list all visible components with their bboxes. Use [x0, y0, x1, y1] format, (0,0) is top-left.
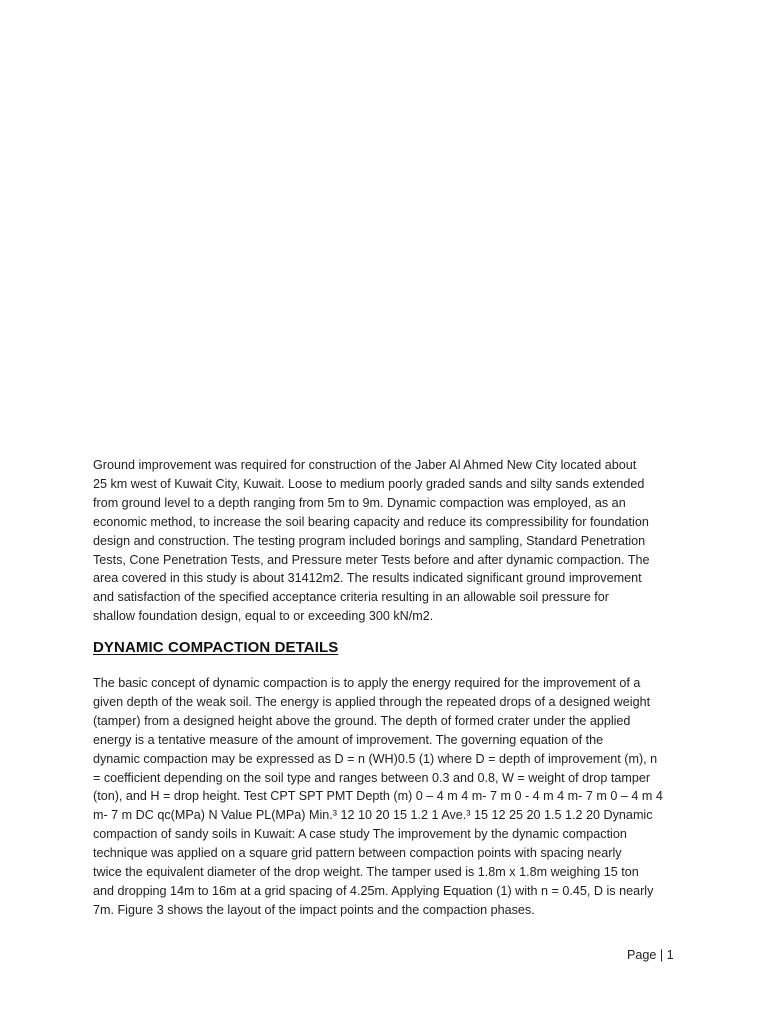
body-paragraph: The basic concept of dynamic compaction is to apply the energy required for the improvement of a given depth of the weak soil. The energy is applied through the repeated drops of a designed weight (tamper) from a designed height above the ground. The depth of formed crater under the applied energy is a tentative measure of the amount of improvement. The governing equation of the dynamic compaction may be expressed as D = n (WH)0.5 (1) where D = depth of improvement (m), n = coefficient depending on the soil type and ranges between 0.3 and 0.8, W = weight of drop tamper (ton), and H = drop height. Test CPT SPT PMT Depth (m) 0 – 4 m 4 m- 7 m 0 - 4 m 4 m- 7 m 0 – 4 m 4 m- 7 m DC qc(MPa) N Value PL(MPa) Min.³ 12 10 20 15 1.2 1 Ave.³ 15 12 25 20 1.5 1.2 20 Dynamic compaction of sandy soils in Kuwait: A case study The improvement by the dynamic compaction technique was applied on a square grid pattern between compaction points with spacing nearly twice the equivalent diameter of the drop weight. The tamper used is 1.8m x 1.8m weighing 15 ton and dropping 14m to 16m at a grid spacing of 4.25m. Applying Equation (1) with n = 0.45, D is nearly 7m. Figure 3 shows the layout of the impact points and the compaction phases. [93, 676, 663, 917]
abstract-paragraph: Ground improvement was required for construction of the Jaber Al Ahmed New City located about 25 km west of Kuwait City, Kuwait. Loose to medium poorly graded sands and silty sands extended from ground level to a depth ranging from 5m to 9m. Dynamic compaction was employed, as an economic method, to increase the soil bearing capacity and reduce its compressibility for foundation design and construction. The testing program included borings and sampling, Standard Penetration Tests, Cone Penetration Tests, and Pressure meter Tests before and after dynamic compaction. The area covered in this study is about 31412m2. The results indicated significant ground improvement and satisfaction of the specified acceptance criteria resulting in an allowable soil pressure for shallow foundation design, equal to or exceeding 300 kN/m2. [93, 458, 650, 624]
page-number-footer: Page | 1 [627, 948, 674, 962]
section-heading: DYNAMIC COMPACTION DETAILS [93, 639, 339, 656]
